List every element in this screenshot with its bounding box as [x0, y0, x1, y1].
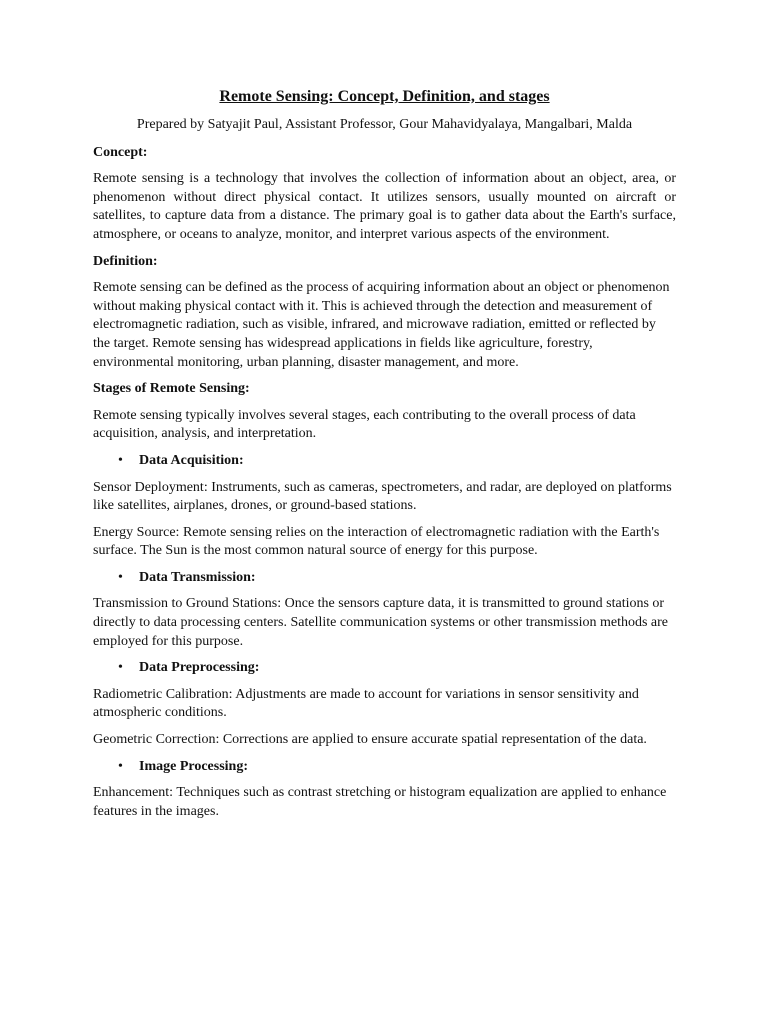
bullet-icon: • [118, 569, 123, 585]
stage-title: Data Transmission: [139, 569, 256, 585]
stage-title: Data Acquisition: [139, 452, 244, 468]
stage-data-transmission-bullet [93, 569, 676, 588]
stage-title: Image Processing: [139, 758, 248, 774]
concept-paragraph: Remote sensing is a technology that involves the collection of information about an object, area, or phenomenon without direct physical contact. It utilizes sensors, usually mounted on aircraft or satellites, to capture data from a distance. The primary goal is to gather data about the Earth's surface, atmosphere, or oceans to analyze, monitor, and interpret various aspects of the environment. [93, 171, 676, 242]
stage-paragraph: Enhancement: Techniques such as contrast stretching or histogram equalization are applied to enhance features in the images. [93, 785, 667, 819]
stages-heading: Stages of Remote Sensing: [93, 381, 250, 397]
bullet-icon: • [118, 660, 123, 676]
stages-intro-paragraph: Remote sensing typically involves several stages, each contributing to the overall process of data acquisition, analysis, and interpretation. [93, 407, 636, 442]
document-subtitle: Prepared by Satyajit Paul, Assistant Professor, Gour Mahavidyalaya, Mangalbari, Malda [136, 117, 633, 132]
definition-heading: Definition: [93, 253, 158, 269]
stage-image-processing-bullet [93, 758, 676, 777]
stage-paragraph: Transmission to Ground Stations: Once the sensors capture data, it is transmitted to ground stations or directly to data processing centers. Satellite communication systems or other transmission methods are employed for this purpose. [93, 596, 669, 649]
stage-paragraph: Sensor Deployment: Instruments, such as cameras, spectrometers, and radar, are deployed on platforms like satellites, airplanes, drones, or ground-based stations. [93, 479, 672, 514]
document-body [93, 87, 676, 829]
document-title: Remote Sensing: Concept, Definition, and stages [219, 88, 550, 105]
bullet-icon: • [118, 758, 123, 774]
stage-paragraph: Energy Source: Remote sensing relies on the interaction of electromagnetic radiation with the Earth's surface. The Sun is the most common natural source of energy for this purpose. [93, 524, 660, 559]
stage-title: Data Preprocessing: [139, 660, 260, 676]
stage-data-acquisition-bullet [93, 452, 676, 471]
definition-paragraph: Remote sensing can be defined as the process of acquiring information about an object or phenomenon without making physical contact with it. This is achieved through the detection and measurement of electromagnetic radiation, such as visible, infrared, and microwave radiation, emitted or reflected by the target. Remote sensing has widespread applications in fields like agriculture, forestry, environmental monitoring, urban planning, disaster management, and more. [93, 280, 670, 370]
stage-data-preprocessing-bullet [93, 659, 676, 678]
stage-paragraph: Radiometric Calibration: Adjustments are made to account for variations in sensor sensitivity and atmospheric conditions. [93, 686, 639, 721]
bullet-icon: • [118, 452, 123, 468]
stage-paragraph: Geometric Correction: Corrections are applied to ensure accurate spatial representation of the data. [93, 732, 647, 748]
concept-heading: Concept: [93, 144, 148, 160]
